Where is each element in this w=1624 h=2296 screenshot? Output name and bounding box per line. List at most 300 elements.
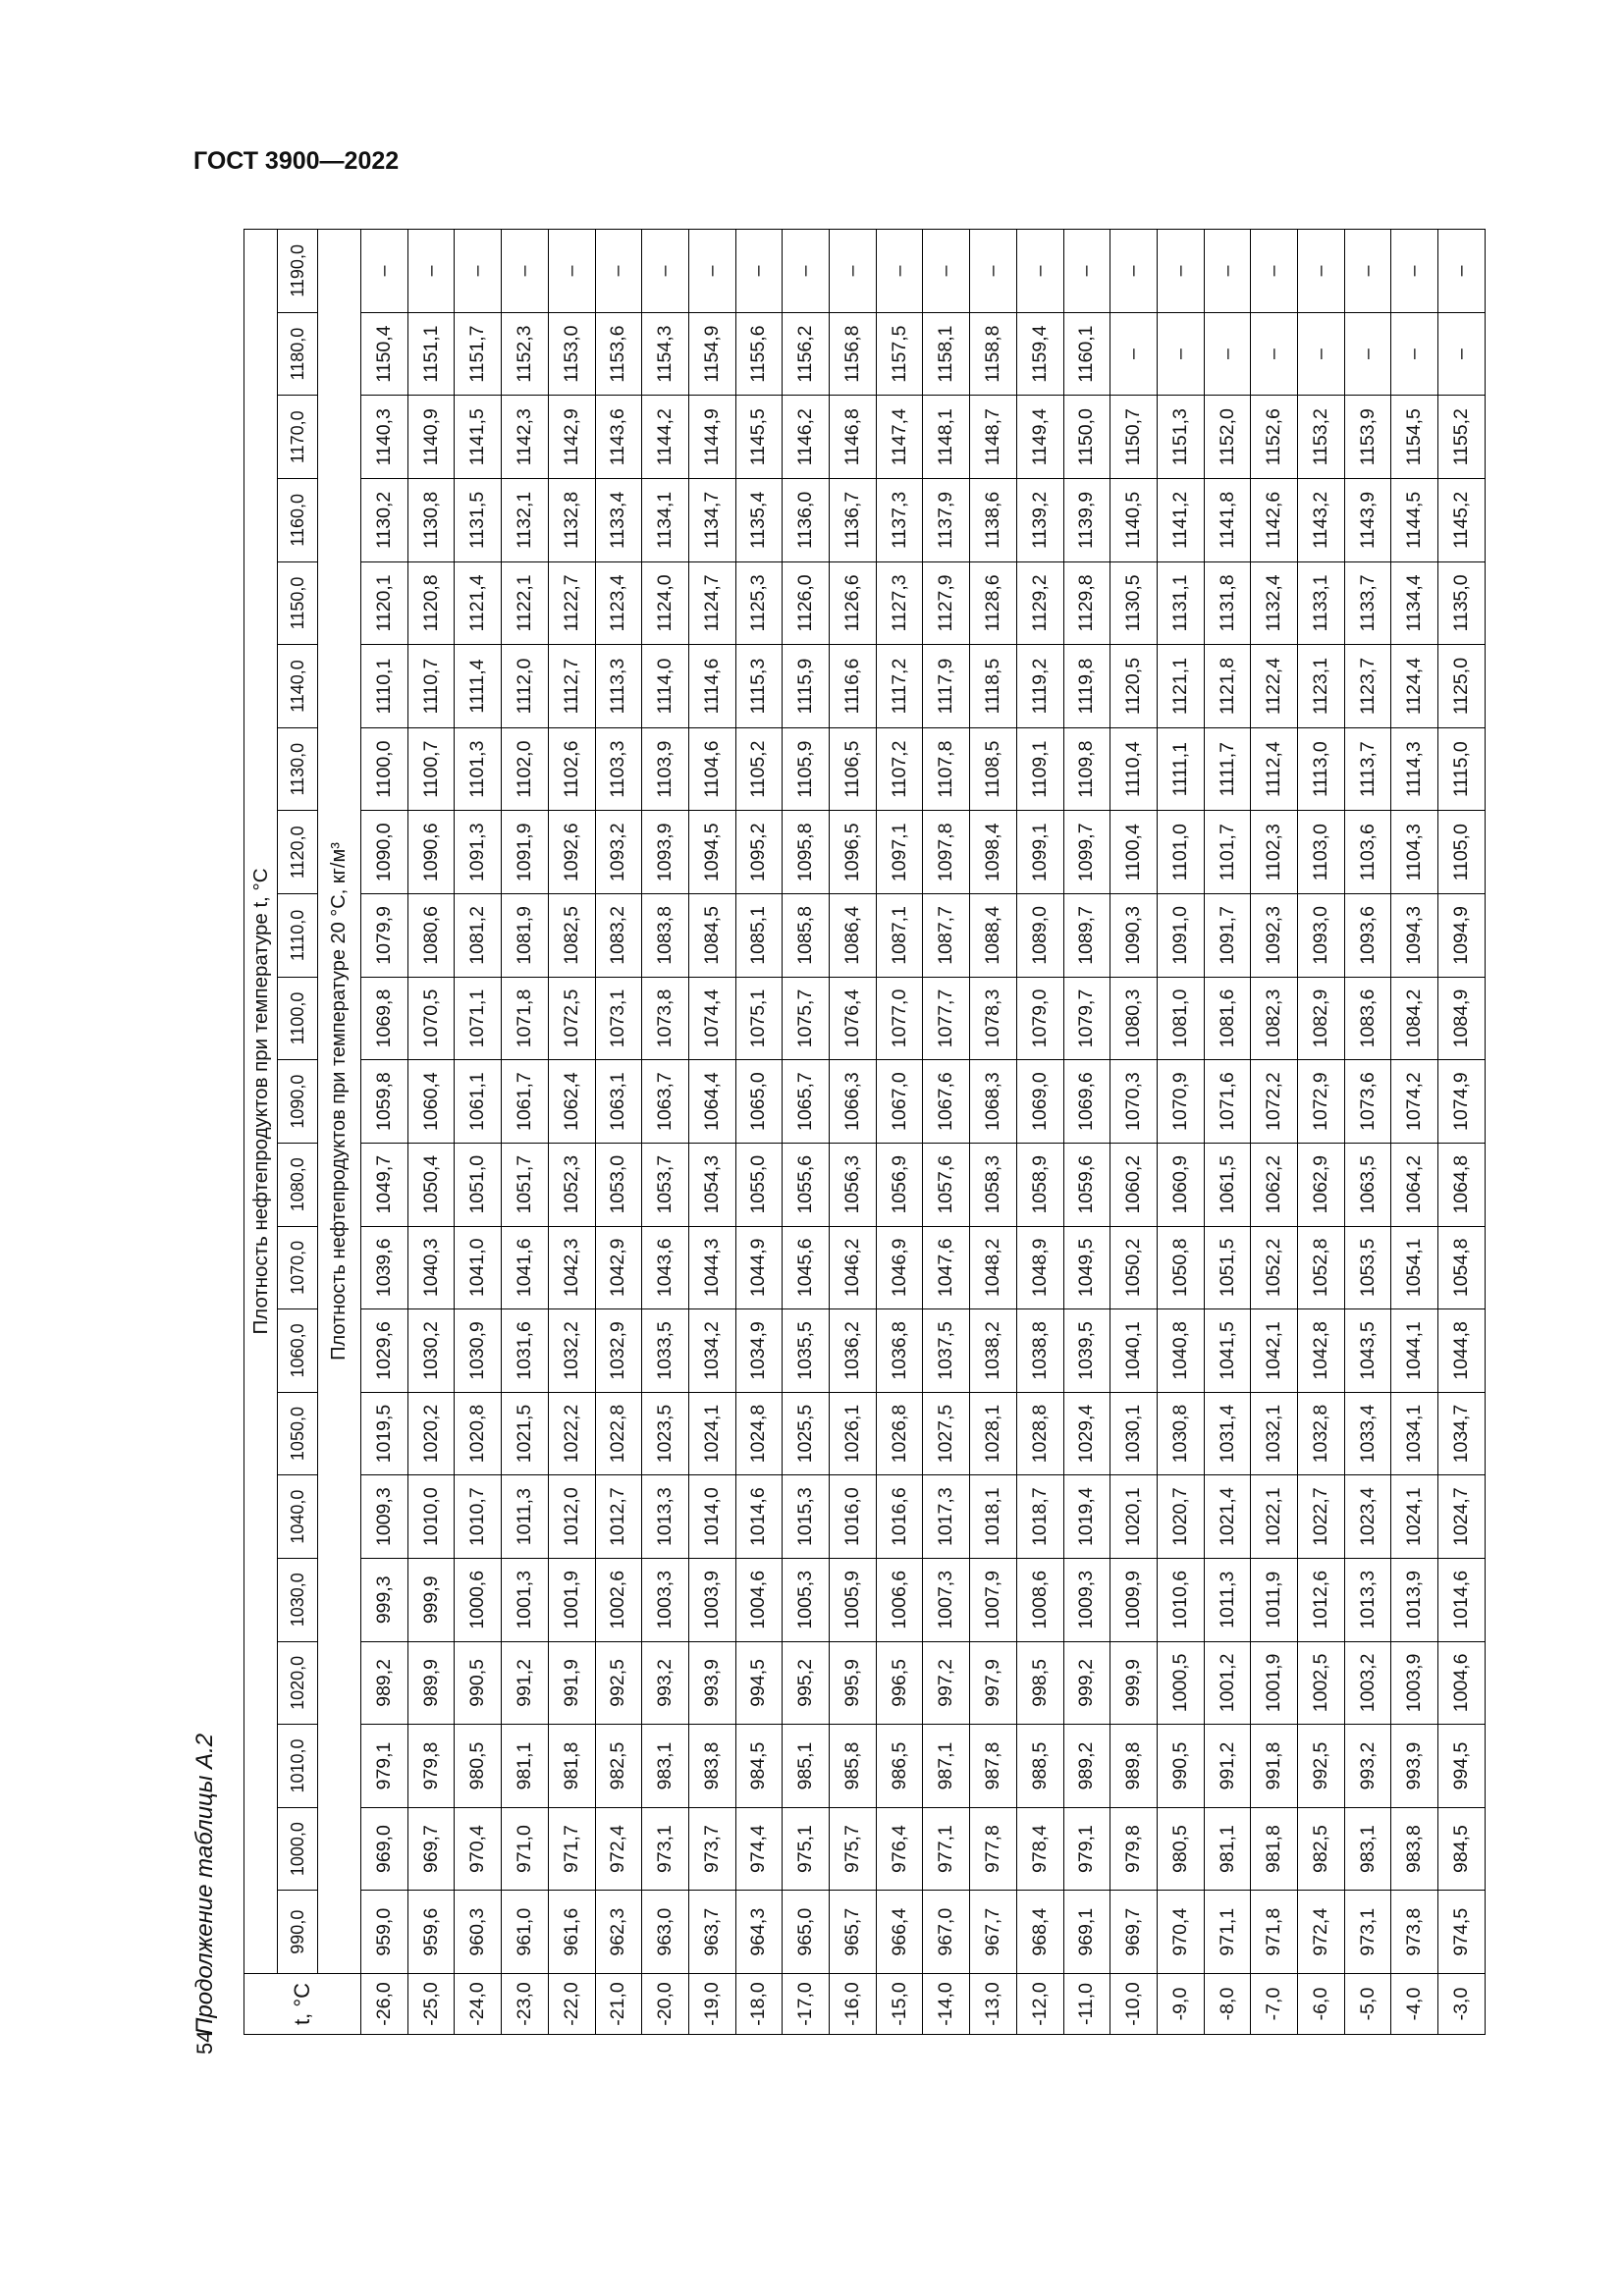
density-cell: 1022,8 [595, 1392, 642, 1475]
density-column-header: 1170,0 [278, 396, 318, 479]
density-cell: 1140,5 [1110, 479, 1158, 562]
density-cell: 1103,6 [1344, 811, 1391, 894]
density-cell: 1065,0 [735, 1060, 783, 1144]
density-cell: 981,8 [548, 1725, 595, 1808]
density-cell: 1085,8 [783, 894, 830, 978]
density-cell: 1136,7 [830, 479, 877, 562]
density-cell: 1146,2 [783, 396, 830, 479]
density-cell: 993,9 [688, 1641, 735, 1725]
density-cell: 1102,3 [1251, 811, 1298, 894]
density-cell: 1016,0 [830, 1475, 877, 1559]
density-cell: 1132,1 [502, 479, 549, 562]
density-cell: 1139,9 [1063, 479, 1110, 562]
density-cell: 999,9 [407, 1558, 455, 1641]
density-cell: 1145,2 [1438, 479, 1486, 562]
density-cell: 1093,6 [1344, 894, 1391, 978]
density-cell: 1104,3 [1391, 811, 1438, 894]
density-cell: 1101,7 [1204, 811, 1251, 894]
density-cell: 995,9 [830, 1641, 877, 1725]
density-cell: 1129,2 [1016, 561, 1063, 645]
density-cell: 1079,7 [1063, 977, 1110, 1060]
density-cell: 961,6 [548, 1891, 595, 1974]
density-cell: 1123,4 [595, 561, 642, 645]
density-cell: 1134,7 [688, 479, 735, 562]
table-row [923, 230, 970, 2035]
density-cell: 1043,6 [642, 1226, 689, 1309]
density-cell: 1009,3 [1063, 1558, 1110, 1641]
density-cell: 997,2 [923, 1641, 970, 1725]
density-cell: 1133,1 [1298, 561, 1345, 645]
density-cell: 1105,9 [783, 727, 830, 811]
density-cell: 975,7 [830, 1807, 877, 1891]
density-cell: 1120,8 [407, 561, 455, 645]
density-cell: 1116,6 [830, 645, 877, 728]
density-cell: 1153,0 [548, 312, 595, 396]
density-cell: 1019,5 [361, 1392, 408, 1475]
density-cell: 1090,6 [407, 811, 455, 894]
density-cell: 1100,4 [1110, 811, 1158, 894]
temperature-cell: -18,0 [735, 1974, 783, 2035]
density-cell: 1008,6 [1016, 1558, 1063, 1641]
density-cell: 981,1 [502, 1725, 549, 1808]
density-cell: 1003,3 [642, 1558, 689, 1641]
density-cell: 1093,0 [1298, 894, 1345, 978]
density-cell: 1064,4 [688, 1060, 735, 1144]
density-cell: 978,4 [1016, 1807, 1063, 1891]
density-cell: 1018,7 [1016, 1475, 1063, 1559]
density-cell: 1050,2 [1110, 1226, 1158, 1309]
density-cell: 1007,9 [970, 1558, 1017, 1641]
table-row [783, 230, 830, 2035]
table-row [1391, 230, 1438, 2035]
density-cell: 1065,7 [783, 1060, 830, 1144]
density-cell: 1128,6 [970, 561, 1017, 645]
density-cell: 979,8 [407, 1725, 455, 1808]
density-cell: 973,1 [1344, 1891, 1391, 1974]
density-cell: – [1298, 230, 1345, 313]
density-cell: 1082,3 [1251, 977, 1298, 1060]
density-column-header: 1000,0 [278, 1807, 318, 1891]
density-cell: 1062,4 [548, 1060, 595, 1144]
density-cell: 968,4 [1016, 1891, 1063, 1974]
density-cell: 1099,7 [1063, 811, 1110, 894]
density-cell: 1134,4 [1391, 561, 1438, 645]
density-cell: 1133,4 [595, 479, 642, 562]
table-row [1251, 230, 1298, 2035]
density-table-frame [244, 229, 1486, 2035]
density-cell: 1001,2 [1204, 1641, 1251, 1725]
density-cell: 983,1 [1344, 1807, 1391, 1891]
density-cell: 1005,3 [783, 1558, 830, 1641]
density-cell: 1069,6 [1063, 1060, 1110, 1144]
density-cell: 1071,6 [1204, 1060, 1251, 1144]
density-cell: 1089,7 [1063, 894, 1110, 978]
density-cell: – [1438, 312, 1486, 396]
density-cell: 1023,5 [642, 1392, 689, 1475]
density-cell: 1074,2 [1391, 1060, 1438, 1144]
density-cell: – [783, 230, 830, 313]
temperature-cell: -4,0 [1391, 1974, 1438, 2035]
density-cell: 1010,0 [407, 1475, 455, 1559]
density-cell: 963,7 [688, 1891, 735, 1974]
density-cell: 1036,2 [830, 1309, 877, 1393]
density-cell: 1021,4 [1204, 1475, 1251, 1559]
density-cell: 1035,5 [783, 1309, 830, 1393]
density-cell: 1134,1 [642, 479, 689, 562]
table-row [642, 230, 689, 2035]
density-column-header: 1060,0 [278, 1309, 318, 1393]
density-cell: 1062,2 [1251, 1143, 1298, 1226]
density-column-header: 1140,0 [278, 645, 318, 728]
table-row [1344, 230, 1391, 2035]
density-cell: 1029,4 [1063, 1392, 1110, 1475]
density-cell: 1025,5 [783, 1392, 830, 1475]
density-cell: 1109,1 [1016, 727, 1063, 811]
density-cell: 994,5 [1438, 1725, 1486, 1808]
density-column-header: 1040,0 [278, 1475, 318, 1559]
density-cell: 987,8 [970, 1725, 1017, 1808]
density-cell: 1127,3 [876, 561, 923, 645]
density-cell: 1091,0 [1157, 894, 1204, 978]
density-cell: 1002,6 [595, 1558, 642, 1641]
density-cell: 1124,0 [642, 561, 689, 645]
density-cell: 1014,6 [735, 1475, 783, 1559]
density-cell: 1122,7 [548, 561, 595, 645]
density-cell: 972,4 [595, 1807, 642, 1891]
density-cell: 1124,7 [688, 561, 735, 645]
temperature-column-header: t, °C [244, 1974, 361, 2035]
density-cell: 988,5 [1016, 1725, 1063, 1808]
density-cell: 992,5 [1298, 1725, 1345, 1808]
density-cell: – [1063, 230, 1110, 313]
density-cell: 1075,7 [783, 977, 830, 1060]
table-row [502, 230, 549, 2035]
density-cell: – [1110, 312, 1158, 396]
density-cell: 1064,2 [1391, 1143, 1438, 1226]
density-cell: 1087,1 [876, 894, 923, 978]
density-cell: 1112,0 [502, 645, 549, 728]
density-cell: 983,8 [688, 1725, 735, 1808]
density-cell: 1156,8 [830, 312, 877, 396]
table-row [1157, 230, 1204, 2035]
density-cell: 974,5 [1438, 1891, 1486, 1974]
density-cell: 1144,5 [1391, 479, 1438, 562]
density-cell: 1022,7 [1298, 1475, 1345, 1559]
table-row [361, 230, 408, 2035]
density-cell: 1051,5 [1204, 1226, 1251, 1309]
density-cell: 1115,9 [783, 645, 830, 728]
density-cell: 1073,1 [595, 977, 642, 1060]
density-cell: 1114,3 [1391, 727, 1438, 811]
density-cell: 971,0 [502, 1807, 549, 1891]
density-cell: – [970, 230, 1017, 313]
density-cell: 1046,2 [830, 1226, 877, 1309]
density-cell: 1080,3 [1110, 977, 1158, 1060]
density-cell: 991,9 [548, 1641, 595, 1725]
density-cell: 1106,5 [830, 727, 877, 811]
density-cell: – [1110, 230, 1158, 313]
density-cell: – [1391, 230, 1438, 313]
density-cell: 966,4 [876, 1891, 923, 1974]
density-cell: 1058,9 [1016, 1143, 1063, 1226]
density-cell: 1083,8 [642, 894, 689, 978]
density-cell: 1003,2 [1344, 1641, 1391, 1725]
density-cell: 1050,8 [1157, 1226, 1204, 1309]
temperature-cell: -5,0 [1344, 1974, 1391, 2035]
density-cell: 1111,4 [455, 645, 502, 728]
density-column-header: 1010,0 [278, 1725, 318, 1808]
density-cell: 1083,6 [1344, 977, 1391, 1060]
density-cell: 1064,8 [1438, 1143, 1486, 1226]
density-cell: 960,3 [455, 1891, 502, 1974]
density-cell: 1151,7 [455, 312, 502, 396]
table-row [970, 230, 1017, 2035]
density-cell: 1141,2 [1157, 479, 1204, 562]
density-column-header: 1180,0 [278, 312, 318, 396]
density-cell: 1060,9 [1157, 1143, 1204, 1226]
density-cell: 1158,8 [970, 312, 1017, 396]
document-header: ГОСТ 3900—2022 [193, 147, 400, 175]
density-cell: 1011,9 [1251, 1558, 1298, 1641]
temperature-cell: -8,0 [1204, 1974, 1251, 2035]
density-cell: 969,1 [1063, 1891, 1110, 1974]
density-cell: 1137,3 [876, 479, 923, 562]
density-cell: 1005,9 [830, 1558, 877, 1641]
density-cell: 1070,9 [1157, 1060, 1204, 1144]
density-cell: 1089,0 [1016, 894, 1063, 978]
table-row [1298, 230, 1345, 2035]
density-cell: 984,5 [1438, 1807, 1486, 1891]
density-cell: 1093,9 [642, 811, 689, 894]
density-cell: 992,5 [595, 1641, 642, 1725]
density-cell: 1142,9 [548, 396, 595, 479]
density-cell: 959,0 [361, 1891, 408, 1974]
density-cell: 1081,0 [1157, 977, 1204, 1060]
density-cell: 1153,6 [595, 312, 642, 396]
density-column-header: 1020,0 [278, 1641, 318, 1725]
density-cell: 1153,9 [1344, 396, 1391, 479]
density-cell: 1029,6 [361, 1309, 408, 1393]
density-cell: 1101,3 [455, 727, 502, 811]
temperature-cell: -12,0 [1016, 1974, 1063, 2035]
density-column-header: 1110,0 [278, 894, 318, 978]
density-cell: 1120,1 [361, 561, 408, 645]
table-row [407, 230, 455, 2035]
density-cell: – [1298, 312, 1345, 396]
density-cell: 1124,4 [1391, 645, 1438, 728]
density-cell: 1115,3 [735, 645, 783, 728]
density-cell: 1051,7 [502, 1143, 549, 1226]
density-column-header: 1120,0 [278, 811, 318, 894]
density-cell: 1020,8 [455, 1392, 502, 1475]
density-cell: 1050,4 [407, 1143, 455, 1226]
density-cell: 1039,5 [1063, 1309, 1110, 1393]
density-cell: 1042,9 [595, 1226, 642, 1309]
density-cell: 1151,3 [1157, 396, 1204, 479]
density-cell: 1102,6 [548, 727, 595, 811]
density-cell: 1130,2 [361, 479, 408, 562]
density-cell: 1020,7 [1157, 1475, 1204, 1559]
density-cell: 1004,6 [735, 1558, 783, 1641]
temperature-cell: -17,0 [783, 1974, 830, 2035]
density-cell: 1055,6 [783, 1143, 830, 1226]
density-cell: 1091,3 [455, 811, 502, 894]
density-cell: 1042,8 [1298, 1309, 1345, 1393]
density-cell: 1118,5 [970, 645, 1017, 728]
density-cell: 1010,7 [455, 1475, 502, 1559]
density-cell: 986,5 [876, 1725, 923, 1808]
density-cell: 973,1 [642, 1807, 689, 1891]
density-cell: 1121,1 [1157, 645, 1204, 728]
density-cell: 999,2 [1063, 1641, 1110, 1725]
density-cell: – [1251, 312, 1298, 396]
density-cell: 1143,2 [1298, 479, 1345, 562]
density-cell: 1131,1 [1157, 561, 1204, 645]
table-row [1438, 230, 1486, 2035]
density-cell: – [923, 230, 970, 313]
density-cell: 1018,1 [970, 1475, 1017, 1559]
density-cell: 1030,8 [1157, 1392, 1204, 1475]
density-cell: 1045,6 [783, 1226, 830, 1309]
density-cell: 1117,9 [923, 645, 970, 728]
density-cell: 1141,8 [1204, 479, 1251, 562]
density-cell: 1119,8 [1063, 645, 1110, 728]
density-column-header: 1160,0 [278, 479, 318, 562]
density-cell: 1015,3 [783, 1475, 830, 1559]
density-cell: 981,1 [1204, 1807, 1251, 1891]
density-cell: 1032,1 [1251, 1392, 1298, 1475]
density-cell: 1071,8 [502, 977, 549, 1060]
density-cell: 1022,1 [1251, 1475, 1298, 1559]
density-cell: 1081,9 [502, 894, 549, 978]
density-cell: 1054,8 [1438, 1226, 1486, 1309]
density-cell: 1148,1 [923, 396, 970, 479]
density-cell: 1074,4 [688, 977, 735, 1060]
density-cell: 1042,3 [548, 1226, 595, 1309]
density-cell: 1017,3 [923, 1475, 970, 1559]
density-cell: 1160,1 [1063, 312, 1110, 396]
density-cell: 983,1 [642, 1725, 689, 1808]
density-cell: 1135,4 [735, 479, 783, 562]
density-cell: 1152,3 [502, 312, 549, 396]
density-cell: – [1251, 230, 1298, 313]
density-cell: 1001,3 [502, 1558, 549, 1641]
density-cell: 1108,5 [970, 727, 1017, 811]
density-cell: 1031,6 [502, 1309, 549, 1393]
density-cell: 1120,5 [1110, 645, 1158, 728]
density-cell: 1143,6 [595, 396, 642, 479]
temperature-cell: -10,0 [1110, 1974, 1158, 2035]
table-row [876, 230, 923, 2035]
density-cell: 1040,3 [407, 1226, 455, 1309]
density-cell: 1132,4 [1251, 561, 1298, 645]
density-cell: 1004,6 [1438, 1641, 1486, 1725]
density-cell: 1024,7 [1438, 1475, 1486, 1559]
density-cell: 1068,3 [970, 1060, 1017, 1144]
density-cell: – [407, 230, 455, 313]
density-cell: 1041,6 [502, 1226, 549, 1309]
density-cell: 1031,4 [1204, 1392, 1251, 1475]
density-cell: 1067,6 [923, 1060, 970, 1144]
density-cell: 1027,5 [923, 1392, 970, 1475]
density-cell: 1063,1 [595, 1060, 642, 1144]
density-cell: 989,2 [361, 1641, 408, 1725]
density-cell: 964,3 [735, 1891, 783, 1974]
density-cell: 1101,0 [1157, 811, 1204, 894]
density-cell: 1081,6 [1204, 977, 1251, 1060]
density-cell: 993,9 [1391, 1725, 1438, 1808]
temperature-cell: -26,0 [361, 1974, 408, 2035]
temperature-cell: -22,0 [548, 1974, 595, 2035]
density-column-header: 1030,0 [278, 1558, 318, 1641]
density-cell: 1080,6 [407, 894, 455, 978]
density-cell: 1100,7 [407, 727, 455, 811]
density-cell: 1090,3 [1110, 894, 1158, 978]
density-cell: 1057,6 [923, 1143, 970, 1226]
density-cell: 1150,0 [1063, 396, 1110, 479]
temperature-cell: -20,0 [642, 1974, 689, 2035]
density-cell: 1014,0 [688, 1475, 735, 1559]
density-cell: 1117,2 [876, 645, 923, 728]
table-row [735, 230, 783, 2035]
density-at-t-header: Плотность нефтепродуктов при температуре t, °C [244, 230, 278, 1974]
density-cell: 1153,2 [1298, 396, 1345, 479]
density-cell: 1034,7 [1438, 1392, 1486, 1475]
density-cell: 1111,7 [1204, 727, 1251, 811]
density-cell: 1086,4 [830, 894, 877, 978]
density-cell: 1032,9 [595, 1309, 642, 1393]
density-cell: 1028,1 [970, 1392, 1017, 1475]
density-cell: 991,2 [502, 1641, 549, 1725]
density-cell: 1114,6 [688, 645, 735, 728]
density-cell: 1067,0 [876, 1060, 923, 1144]
density-cell: 982,5 [1298, 1807, 1345, 1891]
density-cell: 1138,6 [970, 479, 1017, 562]
density-cell: 1051,0 [455, 1143, 502, 1226]
temperature-cell: -9,0 [1157, 1974, 1204, 2035]
density-cell: 1115,0 [1438, 727, 1486, 811]
density-cell: – [1157, 312, 1204, 396]
density-cell: 1054,1 [1391, 1226, 1438, 1309]
density-cell: 1044,3 [688, 1226, 735, 1309]
temperature-cell: -25,0 [407, 1974, 455, 2035]
density-cell: 1147,4 [876, 396, 923, 479]
temperature-cell: -19,0 [688, 1974, 735, 2035]
density-table [244, 229, 1486, 2035]
table-row [1110, 230, 1158, 2035]
density-cell: 997,9 [970, 1641, 1017, 1725]
density-cell: 1127,9 [923, 561, 970, 645]
density-cell: 1103,9 [642, 727, 689, 811]
density-cell: 1084,9 [1438, 977, 1486, 1060]
density-cell: 1014,6 [1438, 1558, 1486, 1641]
density-cell: 1030,1 [1110, 1392, 1158, 1475]
density-cell: – [642, 230, 689, 313]
density-cell: – [455, 230, 502, 313]
table-row [830, 230, 877, 2035]
density-cell: 1011,3 [502, 1475, 549, 1559]
density-cell: 1087,7 [923, 894, 970, 978]
density-cell: 983,8 [1391, 1807, 1438, 1891]
density-cell: 963,0 [642, 1891, 689, 1974]
density-cell: 1072,9 [1298, 1060, 1345, 1144]
density-cell: 1109,8 [1063, 727, 1110, 811]
density-cell: 1006,6 [876, 1558, 923, 1641]
density-cell: 979,1 [361, 1725, 408, 1808]
temperature-cell: -16,0 [830, 1974, 877, 2035]
density-cell: 1146,8 [830, 396, 877, 479]
density-cell: 1039,6 [361, 1226, 408, 1309]
